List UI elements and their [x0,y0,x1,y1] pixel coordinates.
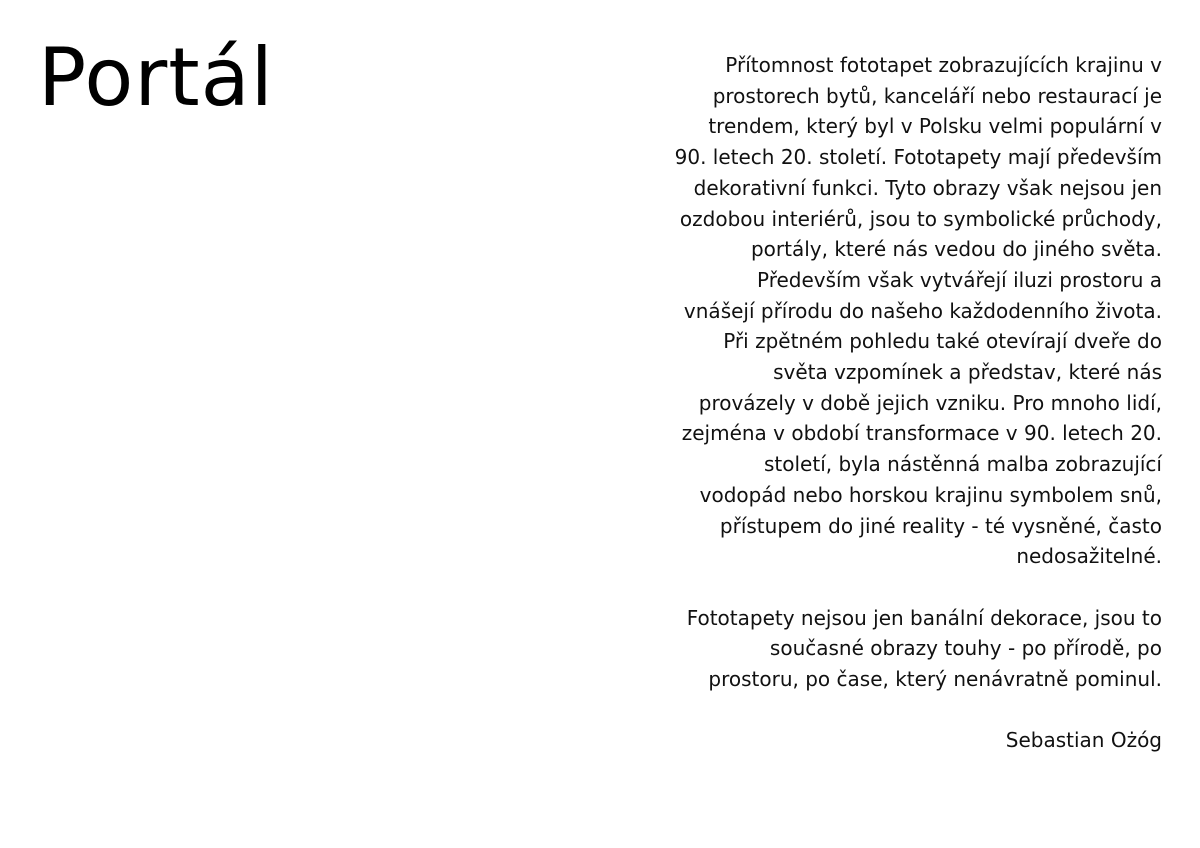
text-line: současné obrazy touhy - po přírodě, po [769,636,1162,661]
text-line: trendem, který byl v Polsku velmi populární v [708,114,1162,139]
text-line: prostorech bytů, kanceláří nebo restaurací je [712,83,1162,108]
paragraph-1 [587,50,1162,572]
text-line: přístupem do jiné reality - té vysněné, často [719,513,1162,538]
text-line: ozdobou interiérů, jsou to symbolické průchody, [679,206,1162,231]
text-line: Přítomnost fototapet zobrazujících krajinu v [725,53,1162,77]
text-line: nedosažitelné. [1016,544,1162,569]
text-line: prostoru, po čase, který nenávratně pominul. [708,667,1162,692]
text-line: vnášejí přírodu do našeho každodenního života. [683,298,1162,323]
text-line: zejména v období transformace v 90. letech 20. [681,421,1162,446]
text-line: provázely v době jejich vzniku. Pro mnoho lidí, [698,390,1162,415]
body-text [587,50,1162,756]
text-line: světa vzpomínek a představ, které nás [773,360,1162,385]
text-line: Především však vytvářejí iluzi prostoru a [757,267,1162,292]
text-line: Fototapety nejsou jen banální dekorace, jsou to [686,605,1162,630]
text-line: vodopád nebo horskou krajinu symbolem snů, [699,482,1162,507]
paragraph-2 [587,603,1162,695]
page-title: Portál [38,31,274,124]
text-line: 90. letech 20. století. Fototapety mají především [674,145,1162,170]
paragraph-spacer [587,695,1162,726]
text-line: dekorativní funkci. Tyto obrazy však nejsou jen [693,175,1162,200]
text-line: portály, které nás vedou do jiného světa. [750,237,1162,262]
text-line: Při zpětném pohledu také otevírají dveře do [723,329,1162,354]
author-signature: Sebastian Ożóg [1005,728,1162,753]
paragraph-spacer [587,572,1162,603]
text-line: století, byla nástěnná malba zobrazující [764,452,1162,477]
